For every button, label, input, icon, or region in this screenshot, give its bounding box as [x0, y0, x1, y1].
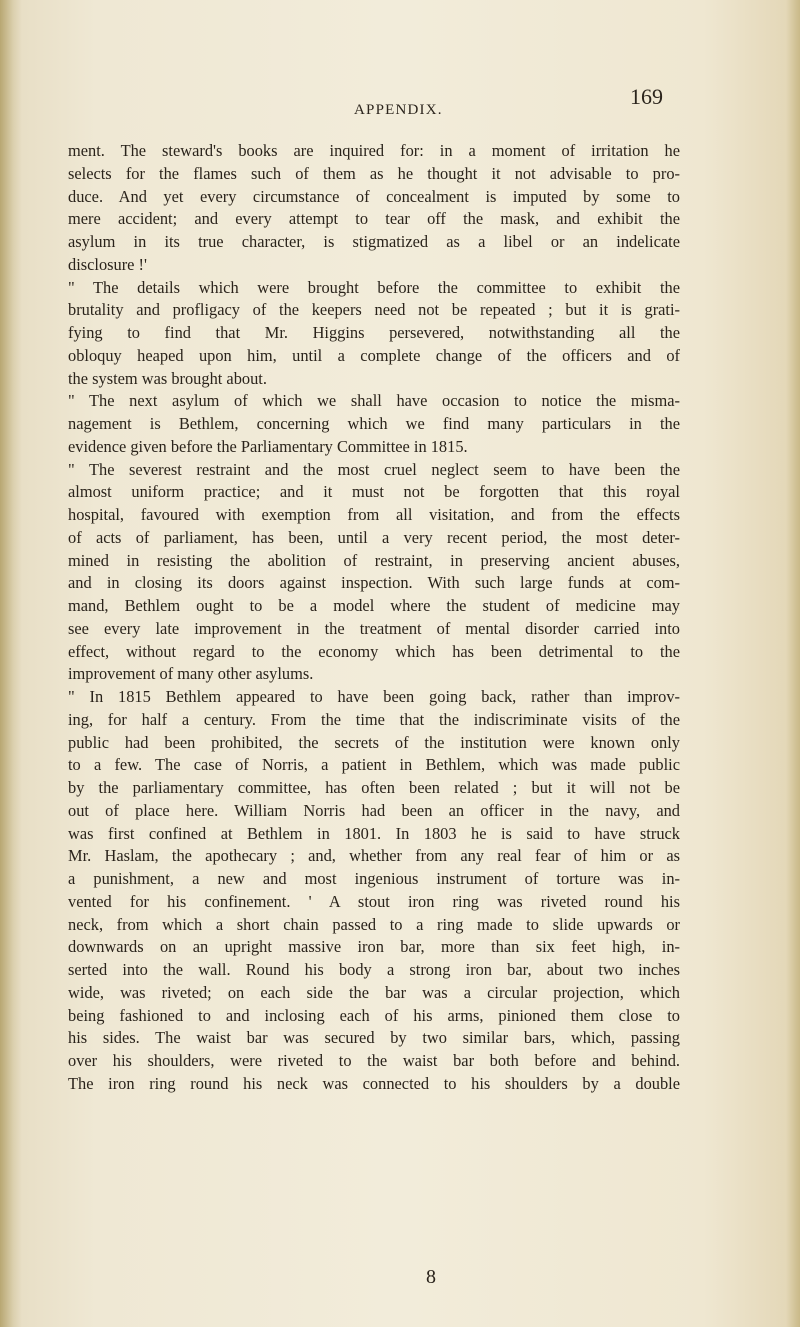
page-number: 169	[630, 84, 663, 109]
text-line: his sides. The waist bar was secured by two similar bars, which, passing	[68, 1028, 680, 1048]
text-line: ing, for half a century. From the time that the indiscriminate visits of the	[68, 709, 680, 729]
running-head: APPENDIX.	[354, 102, 443, 118]
text-line: improvement of many other asylums.	[68, 664, 314, 684]
text-line: public had been prohibited, the secrets of the institution were known only	[68, 732, 680, 752]
text-line: downwards on an upright massive iron bar, more than six feet high, in-	[68, 937, 680, 957]
text-line: mined in resisting the abolition of restraint, in preserving ancient abuses,	[68, 550, 680, 570]
text-line: fying to find that Mr. Higgins persevered, notwithstanding all the	[68, 323, 680, 342]
text-line: serted into the wall. Round his body a strong iron bar, about two inches	[68, 960, 680, 979]
text-line: over his shoulders, were riveted to the waist bar both before and behind.	[68, 1051, 680, 1070]
text-line: brutality and profligacy of the keepers need not be repeated ; but it is grati-	[68, 300, 680, 320]
text-line: Mr. Haslam, the apothecary ; and, whether from any real fear of him or as	[68, 846, 680, 866]
body-text	[68, 140, 680, 1096]
text-line: the system was brought about.	[68, 368, 267, 388]
text-line: and in closing its doors against inspection. With such large funds at com-	[68, 573, 680, 593]
text-line: nagement is Bethlem, concerning which we find many particulars in the	[68, 414, 680, 433]
text-line: was first confined at Bethlem in 1801. In 1803 he is said to have struck	[68, 823, 680, 843]
text-line: a punishment, a new and most ingenious instrument of torture was in-	[68, 869, 680, 888]
text-line: neck, from which a short chain passed to a ring made to slide upwards or	[68, 914, 680, 934]
text-line: duce. And yet every circumstance of concealment is imputed by some to	[68, 186, 680, 206]
text-line: obloquy heaped upon him, until a complete change of the officers and of	[68, 345, 680, 365]
text-line: The iron ring round his neck was connected to his shoulders by a double	[68, 1073, 680, 1093]
text-line: " The details which were brought before the committee to exhibit the	[68, 277, 680, 297]
text-line: " The next asylum of which we shall have occasion to notice the misma-	[68, 391, 680, 411]
text-line: mand, Bethlem ought to be a model where the student of medicine may	[68, 596, 680, 615]
text-line: of acts of parliament, has been, until a very recent period, the most deter-	[68, 527, 680, 547]
text-line: selects for the flames such of them as he thought it not advisable to pro-	[68, 163, 680, 183]
page-edge	[786, 0, 800, 1327]
text-line: asylum in its true character, is stigmatized as a libel or an indelicate	[68, 232, 680, 251]
text-line: evidence given before the Parliamentary Committee in 1815.	[68, 436, 468, 456]
text-line: to a few. The case of Norris, a patient in Bethlem, which was made public	[68, 755, 680, 775]
text-line: wide, was riveted; on each side the bar was a circular projection, which	[68, 982, 680, 1002]
binding-shadow	[0, 0, 22, 1327]
page-header	[0, 84, 800, 124]
text-line: vented for his confinement. ' A stout iron ring was riveted round his	[68, 891, 680, 911]
text-line: mere accident; and every attempt to tear off the mask, and exhibit the	[68, 209, 680, 229]
text-line: see every late improvement in the treatment of mental disorder carried into	[68, 618, 680, 638]
text-line: ment. The steward's books are inquired for: in a moment of irritation he	[68, 141, 680, 160]
text-line: being fashioned to and inclosing each of his arms, pinioned them close to	[68, 1005, 680, 1025]
text-line: by the parliamentary committee, has often been related ; but it will not be	[68, 778, 680, 797]
text-line: almost uniform practice; and it must not be forgotten that this royal	[68, 482, 680, 502]
text-line: disclosure !'	[68, 254, 147, 274]
text-line: " The severest restraint and the most cruel neglect seem to have been the	[68, 459, 680, 479]
text-line: effect, without regard to the economy which has been detrimental to the	[68, 641, 680, 661]
signature-mark: 8	[426, 1266, 436, 1288]
text-line: " In 1815 Bethlem appeared to have been going back, rather than improv-	[68, 687, 680, 706]
text-line: out of place here. William Norris had been an officer in the navy, and	[68, 800, 680, 820]
text-line: hospital, favoured with exemption from all visitation, and from the effects	[68, 505, 680, 524]
